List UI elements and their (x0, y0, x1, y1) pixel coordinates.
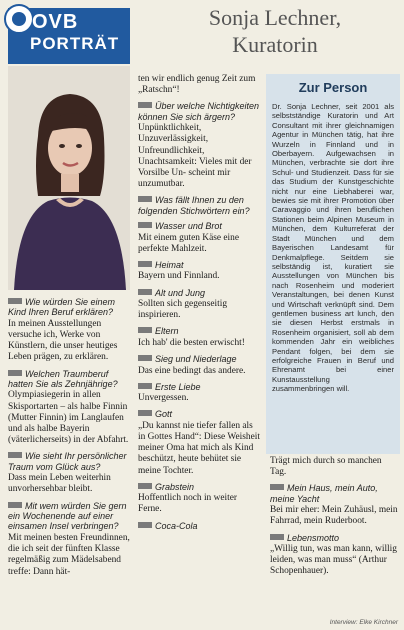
answer: Bayern und Finnland. (138, 271, 220, 282)
ovb-portraet-logo (8, 8, 130, 64)
question: Mein Haus, mein Auto, meine Yacht (270, 483, 378, 504)
question: Was fällt Ihnen zu den folgenden Stichwörtern ein? (138, 195, 250, 216)
answer: Mit meinen besten Freundinnen, die ich seit der fünften Klasse regelmäßig zum Mädelsabend treffe: Dann hät- (8, 532, 130, 577)
column-3 (270, 456, 400, 580)
continued-answer: Trägt mich durch so manchen Tag. (270, 456, 382, 478)
question-marker-icon (8, 502, 22, 508)
box-body: Dr. Sonja Lechner, seit 2001 als selbstständige Kuratorin und Art Consultant mit ihrer gleichnamigen Agentur in München tätig, hat ihre Wurzeln in Finnland und in Oberbayern. Aufgewachsen in München, verbrachte sie dort ihre Schul- und Studienzeit. Dass für sie das Studium der Kunstgeschichte nicht nur eine Liebhaberei war, bewies sie mit ihrer Promotion über Caravaggio und ihren beruflichen Stationen beim Alpinen Museum in München, dem Kulturreferat der Stadt München und dem Bayerischen Landesamt für Denkmalpflege. Seitdem sie selbständig ist, kuratiert sie Ausstellungen von München bis nach Rosenheim und moderiert Veranstaltungen, bei denen Kunst und Wirtschaft verknüpft sind. Dem gentlemen business art lunch, den sie diesen Herbst erstmals in Rosenheim organisiert, soll ab dem kommenden Jahr ein weibliches Pendant folgen, bei dem sie erfolgreiche Frauen in Beruf und Ehrenamt bei einer Kunstausstellung zusammenbringen will. (272, 102, 394, 394)
question: Coca-Cola (155, 520, 198, 531)
logo-line-1: OVB (32, 11, 79, 33)
question-marker-icon (270, 484, 284, 490)
question: Über welche Nichtigkeiten können Sie sich ärgern? (138, 101, 260, 122)
question: Erste Liebe (155, 381, 201, 392)
question-marker-icon (138, 222, 152, 228)
question: Welchen Traumberuf hatten Sie als Zehnjährige? (8, 368, 118, 390)
qa-item (138, 382, 262, 405)
answer: Sollten sich gegenseitig inspirieren. (138, 299, 228, 321)
question: Alt und Jung (155, 287, 206, 298)
portrait-photo (8, 66, 130, 290)
question-marker-icon (138, 261, 152, 267)
qa-item (138, 409, 262, 476)
question: Eltern (155, 326, 179, 337)
logo-badge-icon (4, 4, 34, 34)
question: Grabstein (155, 481, 195, 492)
question-marker-icon (8, 452, 22, 458)
answer: „Willig tun, was man kann, willig leiden, was man muss“ (Arthur Schopenhauer). (270, 544, 397, 577)
title-role: Kuratorin (232, 32, 318, 57)
qa-item (8, 501, 132, 578)
question: Heimat (155, 260, 184, 271)
answer: Hoffentlich noch in weiter Ferne. (138, 493, 238, 515)
zur-person-box (266, 74, 400, 454)
question: Mit wem würden Sie gern ein Wochenende auf einer einsamen Insel verbringen? (8, 500, 127, 532)
question-marker-icon (8, 298, 22, 304)
qa-item (138, 354, 262, 377)
question-marker-icon (270, 534, 284, 540)
answer: Ich hab' die besten erwischt! (138, 337, 245, 348)
question: Wie würden Sie einem Kind Ihren Beruf erklären? (8, 297, 115, 318)
qa-item (138, 101, 262, 190)
qa-item (138, 260, 262, 283)
question: Wie sieht Ihr persönlicher Traum vom Glück aus? (8, 451, 127, 472)
question-marker-icon (138, 383, 152, 389)
question: Lebensmotto (287, 532, 340, 543)
question: Gott (155, 409, 173, 420)
answer: In meinen Ausstellungen versuche ich, Werke von Künstlern, die unser heutiges Leben prägen, zu erklären. (8, 318, 118, 363)
qa-item (138, 221, 262, 255)
question-marker-icon (8, 370, 22, 376)
answer: Unpünktlichkeit, Unzuverlässigkeit, Unfreundlichkeit, Unachtsamkeit: Vieles mit der Vorsilbe Un- scheint mir unzumutbar. (138, 123, 252, 190)
question-marker-icon (138, 196, 152, 202)
answer: Unvergessen. (138, 393, 189, 404)
interview-credit: Interview: Elke Kirchner (329, 619, 398, 626)
question-marker-icon (138, 410, 152, 416)
question-marker-icon (138, 102, 152, 108)
portrait-illustration (8, 66, 130, 290)
qa-item (138, 326, 262, 349)
qa-item (138, 482, 262, 516)
answer: „Du kannst nie tiefer fallen als in Gottes Hand“: Diese Weisheit meiner Oma hat mich als Kind beschützt, heute behütet sie meine Tochter. (138, 420, 260, 476)
column-2 (138, 74, 262, 532)
question: Sieg und Niederlage (155, 354, 237, 365)
question-marker-icon (138, 522, 152, 528)
answer: Olympiasiegerin in allen Skisportarten – als halbe Finnin (Mutter Finnin) im Langlaufen und als halbe Bayerin (väterlicherseits) in der Abfahrt. (8, 390, 129, 446)
column-1 (8, 292, 132, 580)
question-marker-icon (138, 355, 152, 361)
question-marker-icon (138, 327, 152, 333)
box-heading: Zur Person (298, 80, 368, 95)
qa-item (8, 297, 132, 364)
answer: Bei mir eher: Mein Zuhäusl, mein Fahrrad, mein Ruderboot. (270, 505, 398, 527)
answer: Das eine bedingt das andere. (138, 365, 246, 376)
qa-item (270, 483, 400, 527)
qa-item (138, 521, 262, 531)
qa-item (8, 369, 132, 447)
answer: Mit einem guten Käse eine perfekte Mahlzeit. (138, 232, 240, 254)
question-marker-icon (138, 483, 152, 489)
question-marker-icon (138, 289, 152, 295)
qa-item (8, 451, 132, 495)
logo-line-2: PORTRÄT (30, 34, 120, 53)
title-name: Sonja Lechner, (208, 5, 342, 30)
qa-item (270, 533, 400, 578)
continued-answer: ten wir endlich genug Zeit zum „Ratschn“! (138, 74, 256, 96)
qa-item (138, 288, 262, 322)
question: Wasser und Brot (155, 221, 222, 232)
article-title (150, 4, 400, 58)
answer: Dass mein Leben weiterhin unvorhersehbar bleibt. (8, 473, 111, 495)
qa-item (138, 195, 262, 216)
